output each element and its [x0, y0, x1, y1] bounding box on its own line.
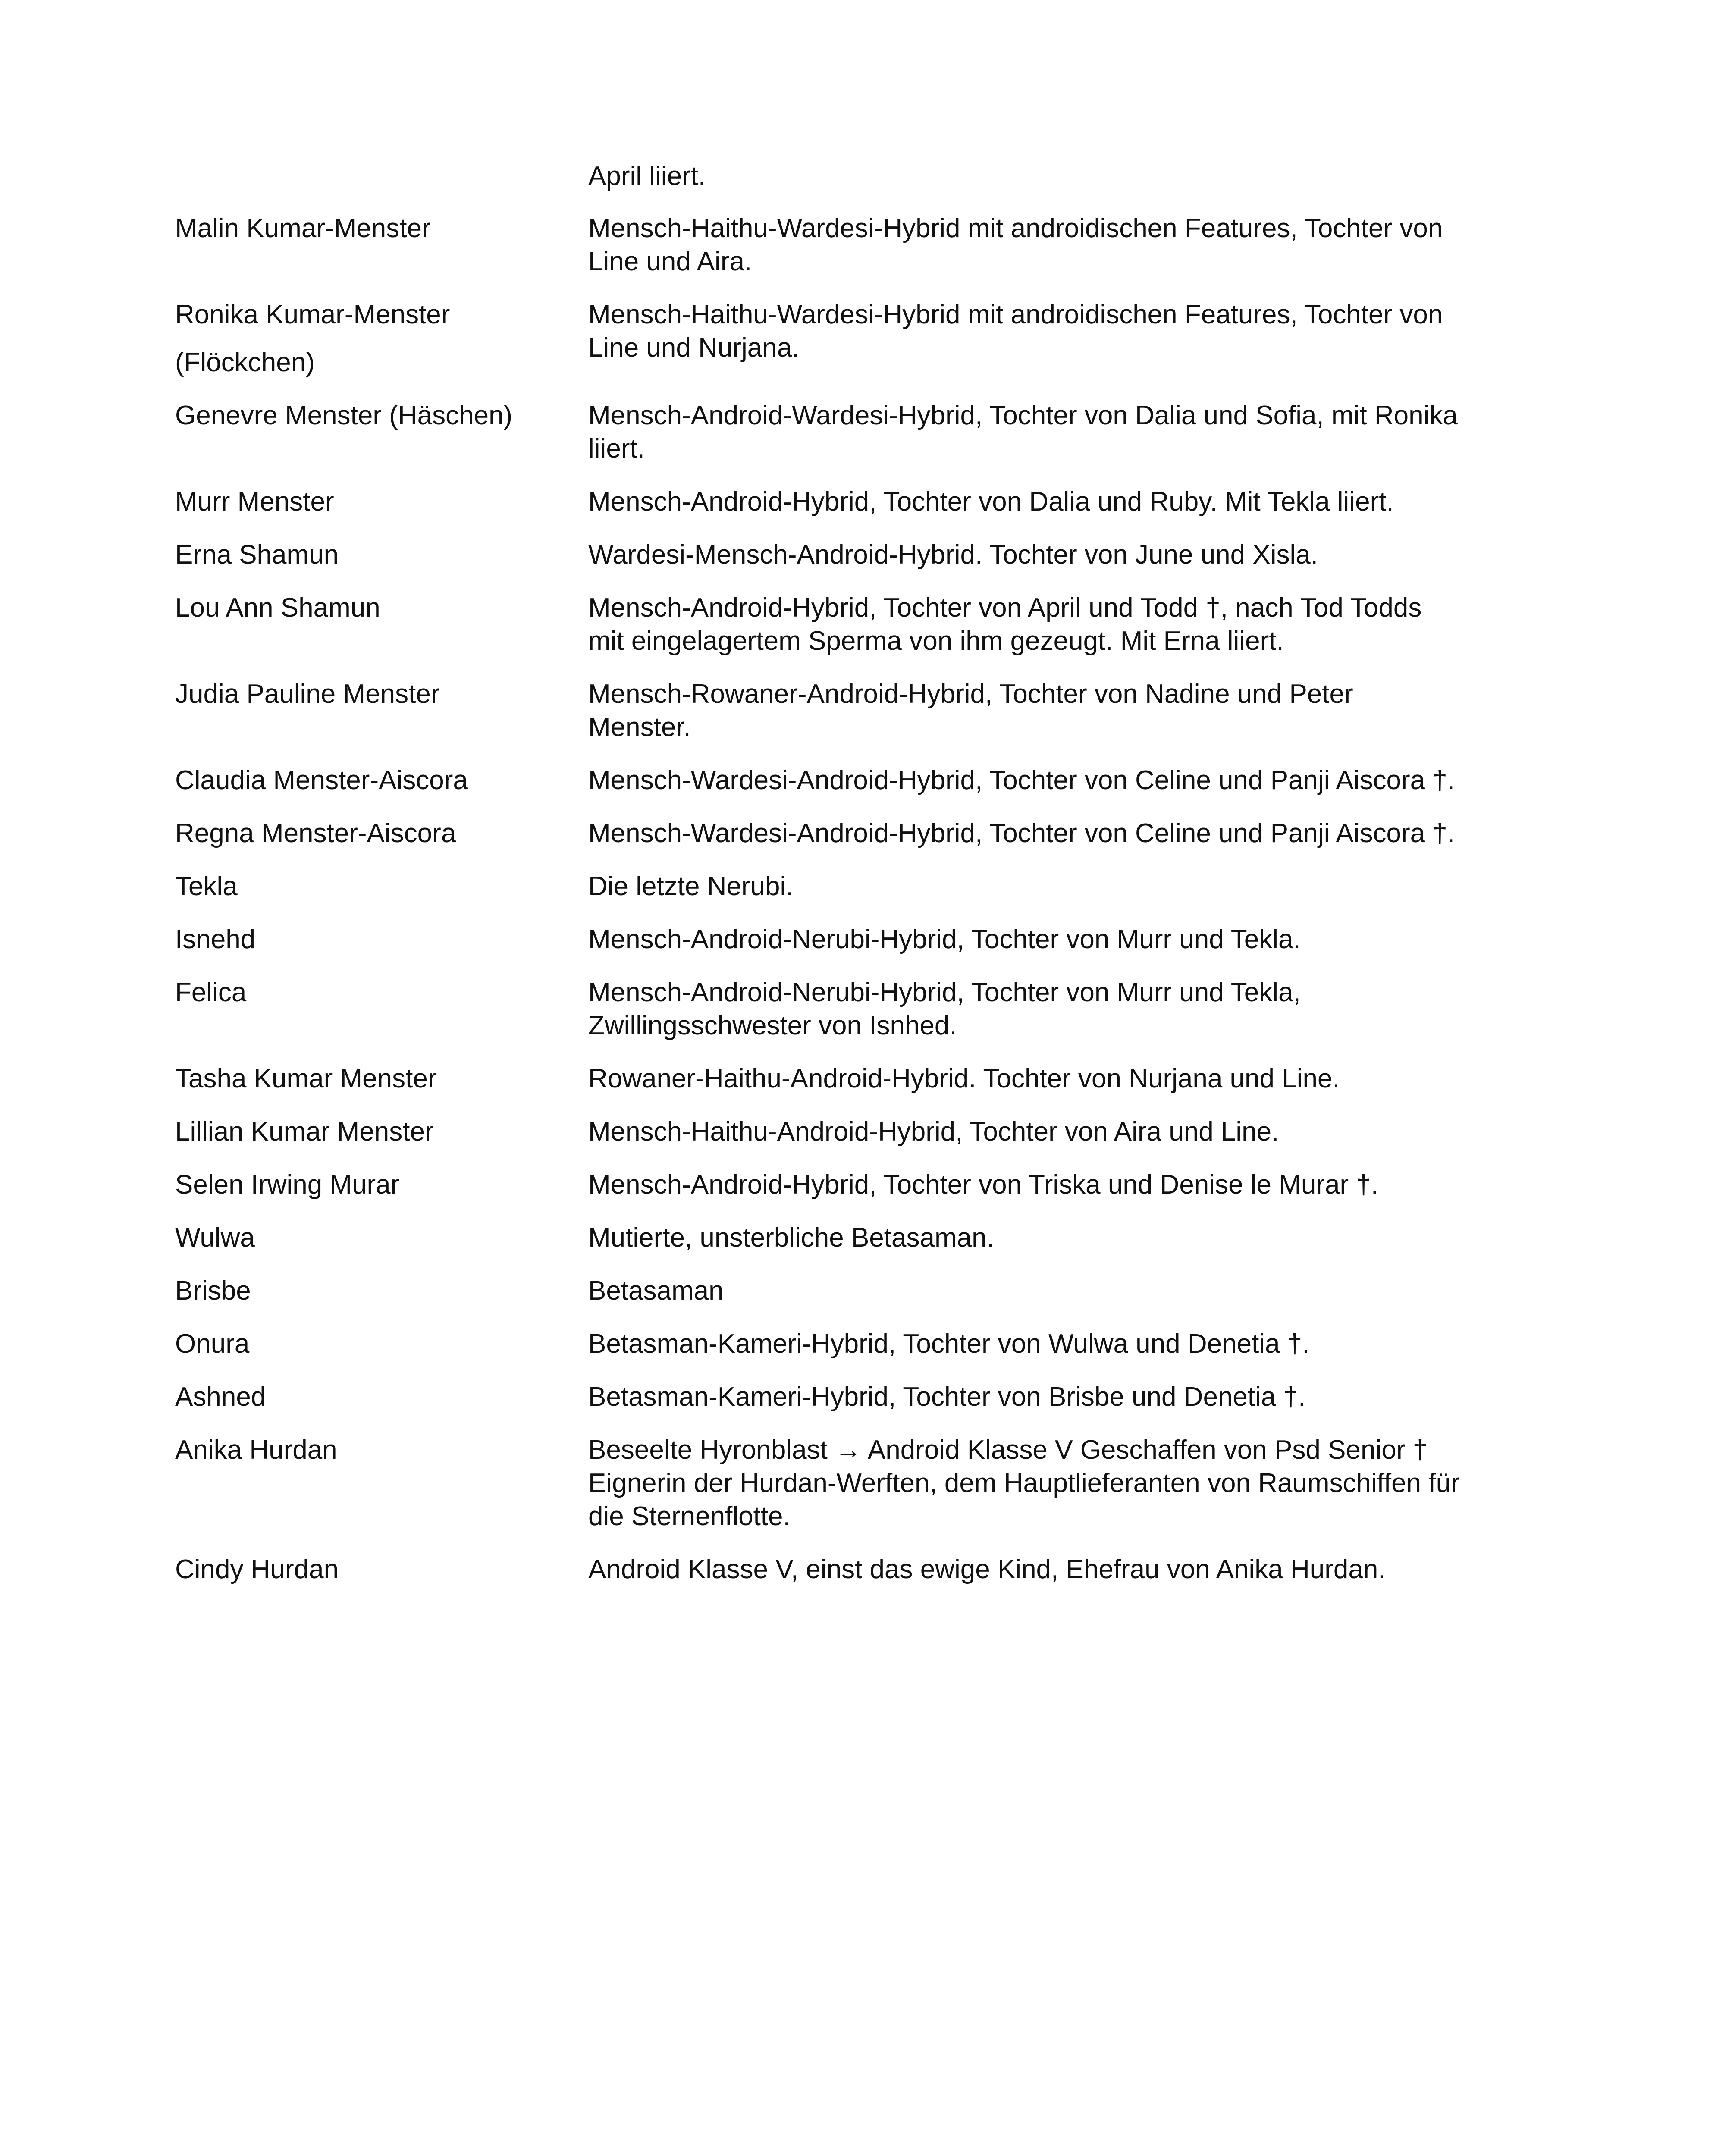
character-entry: [175, 817, 1547, 850]
entry-name: [175, 591, 588, 624]
entry-description: [588, 976, 1547, 1042]
description-line: Die letzte Nerubi.: [588, 871, 794, 901]
character-entry: [175, 298, 1547, 379]
character-list: [175, 160, 1547, 1606]
description-line: Betasaman: [588, 1276, 724, 1306]
name-line: Tasha Kumar Menster: [175, 1064, 437, 1094]
name-line: Judia Pauline Menster: [175, 679, 440, 709]
character-entry: [175, 485, 1547, 518]
entry-description: [588, 485, 1547, 518]
description-line: Mensch-Android-Wardesi-Hybrid, Tochter von Dalia und Sofia, mit Ronika: [588, 401, 1458, 430]
name-line: Genevre Menster (Häschen): [175, 401, 513, 430]
entry-name: [175, 764, 588, 797]
description-line: mit eingelagertem Sperma von ihm gezeugt. Mit Erna liiert.: [588, 626, 1284, 656]
name-line: (Flöckchen): [175, 348, 315, 377]
name-line: Regna Menster-Aiscora: [175, 818, 456, 848]
entry-name: [175, 1115, 588, 1148]
entry-description: [588, 1168, 1547, 1201]
continuation-entry: [175, 160, 1547, 193]
entry-name: [175, 1274, 588, 1307]
description-line: Mensch-Haithu-Wardesi-Hybrid mit androidischen Features, Tochter von: [588, 300, 1443, 329]
character-entry: [175, 1062, 1547, 1095]
entry-description: [588, 764, 1547, 797]
description-line: Mensch-Android-Hybrid, Tochter von April und Todd †, nach Tod Todds: [588, 593, 1422, 623]
description-line: Eignerin der Hurdan-Werften, dem Hauptlieferanten von Raumschiffen für: [588, 1468, 1460, 1498]
entry-name: [175, 538, 588, 571]
name-line: Murr Menster: [175, 487, 334, 517]
name-line: Lillian Kumar Menster: [175, 1117, 434, 1147]
entry-name: [175, 870, 588, 903]
description-line: Betasman-Kameri-Hybrid, Tochter von Wulwa und Denetia †.: [588, 1329, 1310, 1359]
entry-name: [175, 298, 588, 379]
description-line: Menster.: [588, 712, 691, 742]
character-entry: [175, 1380, 1547, 1413]
description-line: Mensch-Android-Nerubi-Hybrid, Tochter von Murr und Tekla,: [588, 978, 1301, 1007]
entry-name: [175, 976, 588, 1009]
character-entry: [175, 1433, 1547, 1533]
entry-name: [175, 1062, 588, 1095]
entry-name: [175, 1327, 588, 1360]
entry-description: [588, 923, 1547, 956]
name-line: Isnehd: [175, 924, 256, 954]
name-line: Lou Ann Shamun: [175, 593, 380, 623]
entry-name: [175, 212, 588, 245]
name-line: Felica: [175, 978, 247, 1007]
character-entry: [175, 764, 1547, 797]
character-entry: [175, 677, 1547, 744]
description-line: Mensch-Wardesi-Android-Hybrid, Tochter von Celine und Panji Aiscora †.: [588, 818, 1455, 848]
entry-description: [588, 1062, 1547, 1095]
entry-name: [175, 1553, 588, 1586]
character-entry: [175, 976, 1547, 1042]
entry-description: [588, 298, 1547, 364]
entry-name: [175, 817, 588, 850]
description-line: Mensch-Android-Hybrid, Tochter von Triska und Denise le Murar †.: [588, 1170, 1379, 1200]
entry-description: [588, 591, 1547, 658]
entry-description: [588, 677, 1547, 744]
name-line: Erna Shamun: [175, 540, 339, 570]
entry-description: [588, 1115, 1547, 1148]
name-line: Ashned: [175, 1382, 266, 1412]
description-line: Mensch-Wardesi-Android-Hybrid, Tochter von Celine und Panji Aiscora †.: [588, 765, 1455, 795]
entry-name: [175, 677, 588, 711]
name-line: Cindy Hurdan: [175, 1554, 339, 1584]
character-entry: [175, 1168, 1547, 1201]
description-line: Line und Aira.: [588, 247, 752, 276]
description-line: Mensch-Android-Hybrid, Tochter von Dalia und Ruby. Mit Tekla liiert.: [588, 487, 1394, 517]
description-line: die Sternenflotte.: [588, 1501, 791, 1531]
entry-description: [588, 538, 1547, 571]
character-entry: [175, 399, 1547, 465]
entry-description: [588, 817, 1547, 850]
character-entry: [175, 1553, 1547, 1586]
entry-description: [588, 870, 1547, 903]
character-entry: [175, 538, 1547, 571]
description-line: Betasman-Kameri-Hybrid, Tochter von Brisbe und Denetia †.: [588, 1382, 1306, 1412]
character-entry: [175, 1274, 1547, 1307]
description-line: Mensch-Haithu-Wardesi-Hybrid mit androidischen Features, Tochter von: [588, 213, 1443, 243]
description-line: liiert.: [588, 434, 645, 464]
description-line: Android Klasse V, einst das ewige Kind, Ehefrau von Anika Hurdan.: [588, 1554, 1386, 1584]
entry-description: [588, 1553, 1547, 1586]
description-line: Rowaner-Haithu-Android-Hybrid. Tochter von Nurjana und Line.: [588, 1064, 1340, 1094]
character-entry: [175, 1115, 1547, 1148]
name-line: Selen Irwing Murar: [175, 1170, 400, 1200]
name-line: Claudia Menster-Aiscora: [175, 765, 468, 795]
description-line: Wardesi-Mensch-Android-Hybrid. Tochter von June und Xisla.: [588, 540, 1318, 570]
description-line: Mutierte, unsterbliche Betasaman.: [588, 1223, 994, 1253]
character-entry: [175, 212, 1547, 278]
entry-description: [588, 1327, 1547, 1360]
name-line: Tekla: [175, 871, 238, 901]
entry-description: [588, 1433, 1547, 1533]
name-line: Ronika Kumar-Menster: [175, 300, 450, 329]
character-entry: [175, 923, 1547, 956]
entry-name: [175, 1221, 588, 1254]
description-line: Mensch-Rowaner-Android-Hybrid, Tochter von Nadine und Peter: [588, 679, 1353, 709]
entry-description: [588, 212, 1547, 278]
entry-name: [175, 923, 588, 956]
character-entry: [175, 870, 1547, 903]
name-line: Anika Hurdan: [175, 1435, 337, 1465]
character-entry: [175, 591, 1547, 658]
description-line: Mensch-Android-Nerubi-Hybrid, Tochter von Murr und Tekla.: [588, 924, 1301, 954]
description-line: Beseelte Hyronblast → Android Klasse V Geschaffen von Psd Senior †: [588, 1435, 1428, 1465]
character-entry: [175, 1221, 1547, 1254]
entry-description: [588, 1221, 1547, 1254]
entry-description: [588, 160, 1547, 193]
entry-name: [175, 1380, 588, 1413]
entry-name: [175, 485, 588, 518]
description-line: Mensch-Haithu-Android-Hybrid, Tochter von Aira und Line.: [588, 1117, 1279, 1147]
entry-description: [588, 399, 1547, 465]
entry-description: [588, 1274, 1547, 1307]
description-line: Line und Nurjana.: [588, 333, 800, 363]
name-line: Wulwa: [175, 1223, 255, 1253]
entry-name: [175, 399, 588, 432]
description-line: April liiert.: [588, 161, 706, 191]
character-entry: [175, 1327, 1547, 1360]
name-line: Brisbe: [175, 1276, 251, 1306]
entry-name: [175, 1168, 588, 1201]
description-line: Zwillingsschwester von Isnhed.: [588, 1011, 957, 1040]
name-line: Malin Kumar-Menster: [175, 213, 431, 243]
name-line: Onura: [175, 1329, 250, 1359]
entry-description: [588, 1380, 1547, 1413]
entry-name: [175, 1433, 588, 1467]
